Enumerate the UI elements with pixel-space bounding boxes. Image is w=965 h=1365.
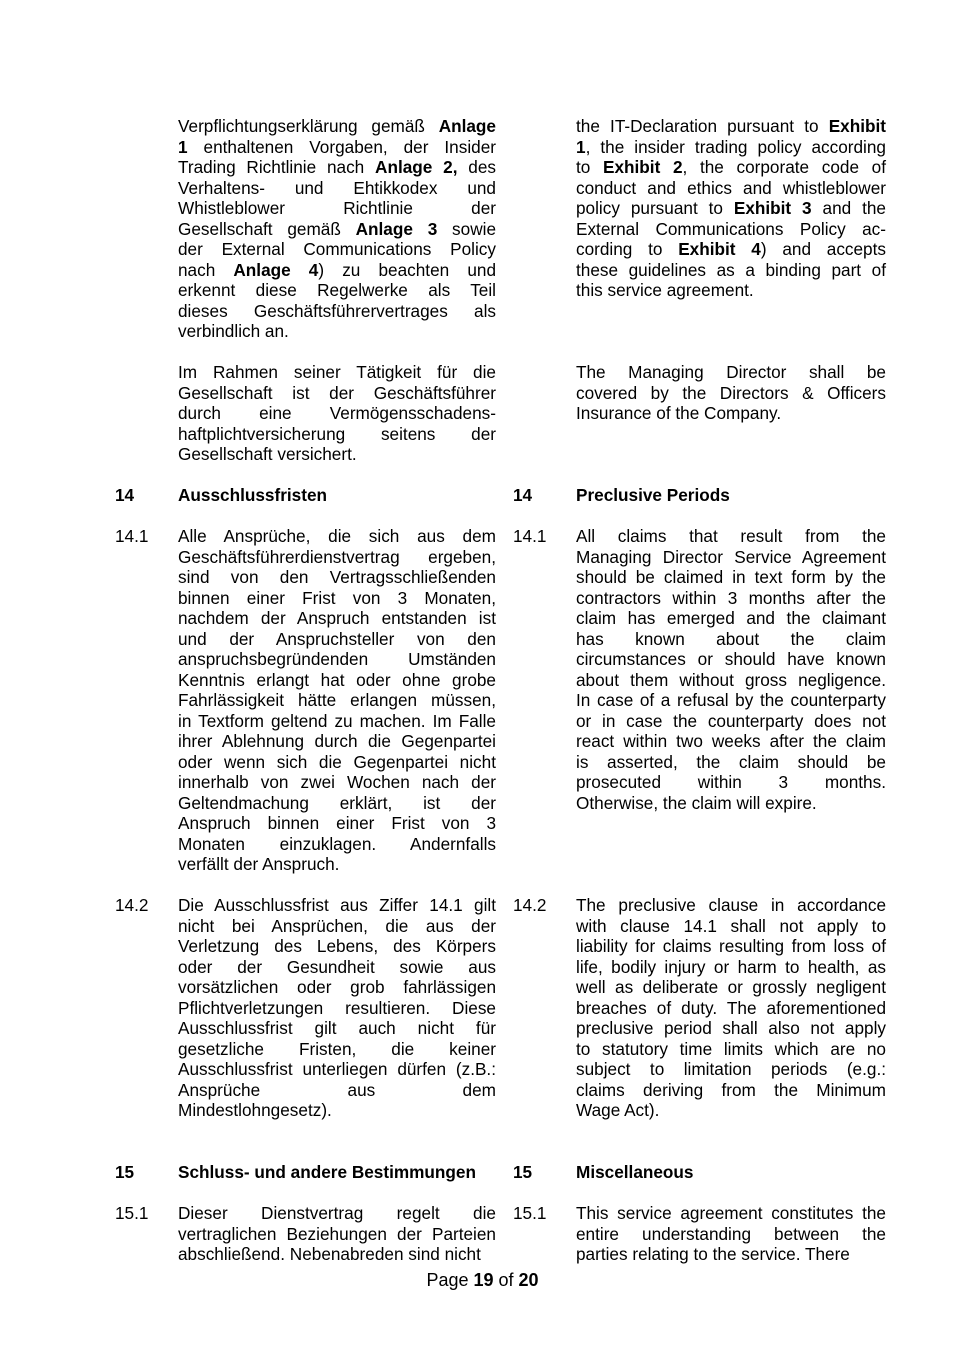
text-segment: should be claimed in text form by the	[576, 567, 886, 587]
text-segment: Alle Ansprüche, die sich aus dem	[178, 526, 496, 546]
text-segment: Geltendmachung erklärt, ist der	[178, 792, 496, 813]
text-segment: haftplichtversicherung seitens der	[178, 423, 496, 444]
text-line	[178, 178, 496, 199]
text-line	[178, 629, 496, 650]
text-segment: the IT-Declaration pursuant to	[576, 116, 829, 136]
total-page-count: 20	[518, 1270, 539, 1290]
text-segment: innerhalb von zwei Wochen nach der	[178, 772, 496, 792]
text-line	[576, 752, 886, 773]
text-line	[576, 690, 886, 711]
paragraph-insurance-en	[576, 362, 886, 424]
text-line	[576, 629, 886, 650]
clause-15-1-number-de: 15.1	[115, 1203, 149, 1223]
text-line	[178, 444, 496, 465]
text-line	[178, 137, 496, 158]
text-segment: conduct and ethics and whistleblower	[576, 177, 886, 198]
text-line	[576, 1080, 886, 1101]
text-line	[178, 403, 496, 424]
text-segment: Mindestlohngesetz).	[178, 1100, 332, 1120]
paragraph-declaration-de	[178, 116, 496, 342]
text-line	[576, 670, 886, 691]
text-segment: In case of a refusal by the counterparty	[576, 690, 886, 710]
text-line	[178, 567, 496, 588]
text-line	[576, 1203, 886, 1224]
paragraph-declaration-en	[576, 116, 886, 301]
text-segment: ihrer Ablehnung durch die Gegenpartei	[178, 731, 496, 751]
paragraph-insurance-de	[178, 362, 496, 465]
text-segment: well as deliberate or grossly negligent	[576, 977, 886, 997]
text-line	[178, 977, 496, 998]
text-line	[178, 752, 496, 773]
text-segment: Verpflichtungserklärung gemäß	[178, 116, 439, 136]
text-segment: , the corporate code of	[682, 157, 887, 177]
text-line	[576, 157, 886, 178]
text-line	[576, 793, 886, 814]
text-segment: nachdem der Anspruch entstanden ist	[178, 608, 496, 628]
clause-14-1-text-en	[576, 526, 886, 813]
text-segment: or in case the counterparty does not	[576, 710, 886, 731]
text-line	[178, 1100, 496, 1121]
text-segment: verbindlich an.	[178, 321, 289, 341]
text-segment: Kenntnis erlangt hat oder ohne grobe	[178, 669, 496, 690]
text-segment: All claims that result from the	[576, 526, 886, 546]
text-segment: Wage Act).	[576, 1100, 660, 1120]
text-line	[576, 649, 886, 670]
clause-14-2-text-de	[178, 895, 496, 1121]
text-segment: sowie	[437, 218, 497, 239]
text-segment: breaches of duty. The aforementioned	[576, 997, 886, 1018]
text-segment: with clause 14.1 shall not apply to	[576, 915, 886, 936]
text-line	[178, 772, 496, 793]
section-15-title-en: Miscellaneous	[576, 1162, 694, 1182]
text-segment: contractors within 3 months after the	[576, 587, 886, 608]
text-segment: about them without gross negligence.	[576, 669, 886, 690]
text-segment: cording to	[576, 239, 679, 259]
clause-14-2-number-en: 14.2	[513, 895, 547, 915]
text-line	[576, 1059, 886, 1080]
clause-14-1-text-de	[178, 526, 496, 875]
clause-15-1-number-en: 15.1	[513, 1203, 547, 1223]
text-line	[576, 1244, 886, 1265]
text-segment: Die Ausschlussfrist aus Ziffer 14.1 gilt	[178, 895, 496, 915]
text-segment: This service agreement constitutes the	[576, 1203, 886, 1223]
text-segment: Dieser Dienstvertrag regelt die	[178, 1203, 496, 1223]
text-segment: The Managing Director shall be	[576, 362, 886, 382]
bold-reference: Anlage 4	[233, 259, 319, 280]
clause-14-1-number-de: 14.1	[115, 526, 149, 546]
text-segment: nach	[178, 259, 234, 280]
bold-reference: Exhibit 4	[678, 239, 761, 259]
text-segment: und der Anspruchsteller von den	[178, 628, 496, 649]
section-14-title-de: Ausschlussfristen	[178, 485, 328, 505]
text-segment: Otherwise, the claim will expire.	[576, 792, 817, 813]
text-segment: der External Communications Policy	[178, 239, 496, 259]
text-line	[576, 526, 886, 547]
clause-15-1-text-en	[576, 1203, 886, 1265]
text-segment: enthaltenen Vorgaben, der Insider	[187, 136, 496, 157]
text-segment: parties relating to the service. There	[576, 1244, 850, 1264]
section-15-number-en: 15	[513, 1162, 533, 1182]
text-line	[576, 977, 886, 998]
text-line	[576, 957, 886, 978]
text-segment: Managing Director Service Agreement	[576, 546, 886, 567]
text-line	[576, 239, 886, 260]
text-line	[178, 116, 496, 137]
section-15-title-de: Schluss- und andere Bestimmungen	[178, 1162, 476, 1182]
text-line	[576, 383, 886, 404]
text-segment: oder wenn sich die Gegenpartei nicht	[178, 751, 496, 772]
text-segment: entire understanding between the	[576, 1223, 886, 1244]
text-line	[178, 895, 496, 916]
text-line	[178, 526, 496, 547]
page-footer	[0, 1270, 965, 1291]
text-line	[178, 957, 496, 978]
text-line	[178, 1244, 496, 1265]
text-segment: claim has emerged and the claimant	[576, 608, 886, 628]
clause-14-2-number-de: 14.2	[115, 895, 149, 915]
text-segment: vorsätzlichen oder grob fahrlässigen	[178, 977, 496, 997]
text-segment: preclusive period shall also not apply	[576, 1018, 886, 1038]
text-segment: circumstances or should have known	[576, 649, 886, 669]
text-line	[576, 116, 886, 137]
bold-reference: Anlage	[438, 116, 496, 136]
text-segment: to	[576, 157, 603, 177]
current-page-number: 19	[473, 1270, 494, 1290]
text-segment: liability for claims resulting from loss of	[576, 936, 886, 956]
text-segment: Monaten einzuklagen. Andernfalls	[178, 833, 496, 854]
text-segment: Gesellschaft versichert.	[178, 444, 357, 464]
text-line	[576, 1100, 886, 1121]
clause-14-1-number-en: 14.1	[513, 526, 547, 546]
text-line	[576, 567, 886, 588]
text-line	[178, 1203, 496, 1224]
text-line	[178, 793, 496, 814]
text-segment: claims deriving from the Minimum	[576, 1079, 886, 1100]
text-segment: erkennt diese Regelwerke als Teil	[178, 280, 496, 300]
text-segment: , the insider trading policy according	[585, 136, 886, 157]
text-line	[178, 424, 496, 445]
text-line	[178, 219, 496, 240]
text-line	[576, 219, 886, 240]
text-line	[178, 362, 496, 383]
text-segment: Anspruch binnen einer Frist von 3	[178, 813, 496, 833]
text-segment: and the	[811, 198, 886, 218]
text-segment: gesetzliche Fristen, die keiner	[178, 1038, 496, 1059]
text-segment: Whistleblower Richtlinie der	[178, 198, 496, 218]
text-segment: subject to limitation periods (e.g.:	[576, 1059, 886, 1079]
text-line	[178, 670, 496, 691]
text-line	[178, 547, 496, 568]
text-line	[178, 834, 496, 855]
text-segment: Geschäftsführerdienstvertrag ergeben,	[178, 546, 496, 567]
text-segment: abschließend. Nebenabreden sind nicht	[178, 1244, 481, 1264]
text-segment: Verletzung des Lebens, des Körpers	[178, 936, 496, 956]
text-line	[576, 772, 886, 793]
text-segment: sind von den Vertragsschließenden	[178, 567, 496, 587]
text-segment: dieses Geschäftsführervertrages als	[178, 300, 496, 321]
text-line	[576, 1039, 886, 1060]
text-line	[178, 239, 496, 260]
clause-15-1-text-de	[178, 1203, 496, 1265]
text-line	[178, 280, 496, 301]
text-line	[576, 1018, 886, 1039]
text-segment: react within two weeks after the claim	[576, 731, 886, 751]
text-line	[178, 198, 496, 219]
text-line	[576, 608, 886, 629]
text-line	[576, 998, 886, 1019]
text-segment: nicht bei Ansprüchen, die aus der	[178, 915, 496, 936]
text-line	[178, 301, 496, 322]
text-segment: has known about the claim	[576, 628, 886, 649]
text-segment: this service agreement.	[576, 280, 754, 300]
text-line	[576, 137, 886, 158]
bold-reference: 1	[178, 136, 188, 157]
text-segment: Im Rahmen seiner Tätigkeit für die	[178, 362, 496, 382]
text-line	[576, 280, 886, 301]
bold-reference: Exhibit 3	[733, 198, 812, 218]
text-segment: Trading Richtlinie nach	[178, 157, 376, 177]
bold-reference: Exhibit	[828, 116, 886, 136]
text-line	[178, 936, 496, 957]
text-line	[576, 198, 886, 219]
text-line	[178, 1039, 496, 1060]
text-line	[178, 711, 496, 732]
text-segment: to statutory time limits which are no	[576, 1038, 886, 1059]
text-line	[178, 916, 496, 937]
text-line	[576, 403, 886, 424]
text-segment: Gesellschaft ist der Geschäftsführer	[178, 382, 496, 403]
section-15-number-de: 15	[115, 1162, 135, 1182]
bold-reference: Anlage 2,	[375, 157, 458, 177]
text-segment: Verhaltens- und Ehtikkodex und	[178, 177, 496, 198]
text-segment: Gesellschaft gemäß	[178, 218, 356, 239]
text-line	[576, 711, 886, 732]
text-line	[178, 690, 496, 711]
text-segment: vertraglichen Beziehungen der Parteien	[178, 1223, 496, 1244]
text-segment: External Communications Policy ac-	[576, 218, 886, 239]
text-segment: des	[457, 157, 496, 177]
text-segment: The preclusive clause in accordance	[576, 895, 886, 915]
text-segment: anspruchsbegründenden Umständen	[178, 649, 496, 669]
text-segment: prosecuted within 3 months.	[576, 772, 886, 792]
text-line	[178, 260, 496, 281]
text-segment: Insurance of the Company.	[576, 403, 782, 423]
text-line	[576, 260, 886, 281]
text-line	[576, 588, 886, 609]
text-segment: ) zu beachten und	[318, 259, 496, 280]
bold-reference: Exhibit 2	[603, 157, 683, 177]
page-label: Page	[426, 1270, 474, 1290]
text-segment: policy pursuant to	[576, 198, 734, 218]
text-segment: binnen einer Frist von 3 Monaten,	[178, 587, 496, 608]
text-segment: oder der Gesundheit sowie aus	[178, 956, 496, 977]
text-line	[178, 731, 496, 752]
text-segment: Ausschlussfrist unterliegen dürfen (z.B.:	[178, 1059, 496, 1079]
text-line	[576, 178, 886, 199]
text-line	[178, 608, 496, 629]
page-of-label: of	[493, 1270, 519, 1290]
text-line	[576, 547, 886, 568]
text-segment: verfällt der Anspruch.	[178, 854, 340, 874]
text-line	[576, 362, 886, 383]
text-line	[178, 1224, 496, 1245]
text-segment: covered by the Directors & Officers	[576, 382, 886, 403]
text-line	[576, 936, 886, 957]
text-line	[178, 1018, 496, 1039]
section-14-title-en: Preclusive Periods	[576, 485, 730, 505]
text-line	[178, 854, 496, 875]
text-segment: these guidelines as a binding part of	[576, 259, 886, 280]
bold-reference: 1	[576, 136, 586, 157]
text-segment: in Textform geltend zu machen. Im Falle	[178, 710, 496, 731]
section-14-number-en: 14	[513, 485, 533, 505]
text-segment: durch eine Vermögensschadens-	[178, 403, 496, 423]
text-line	[576, 731, 886, 752]
text-line	[178, 321, 496, 342]
text-segment: ) and accepts	[760, 239, 886, 259]
text-segment: is asserted, the claim should be	[576, 751, 886, 772]
text-line	[576, 895, 886, 916]
text-line	[178, 1080, 496, 1101]
text-line	[178, 588, 496, 609]
text-line	[178, 1059, 496, 1080]
text-line	[178, 998, 496, 1019]
text-line	[178, 649, 496, 670]
text-segment: Fahrlässigkeit hätte erlangen müssen,	[178, 690, 496, 710]
text-segment: Ansprüche aus dem	[178, 1079, 496, 1100]
text-line	[576, 916, 886, 937]
text-line	[576, 1224, 886, 1245]
text-segment: Ausschlussfrist gilt auch nicht für	[178, 1018, 496, 1038]
text-line	[178, 383, 496, 404]
text-line	[178, 813, 496, 834]
clause-14-2-text-en	[576, 895, 886, 1121]
text-line	[178, 157, 496, 178]
bold-reference: Anlage 3	[355, 218, 438, 239]
section-14-number-de: 14	[115, 485, 135, 505]
text-segment: life, bodily injury or harm to health, as	[576, 956, 886, 977]
text-segment: Pflichtverletzungen resultieren. Diese	[178, 997, 496, 1018]
